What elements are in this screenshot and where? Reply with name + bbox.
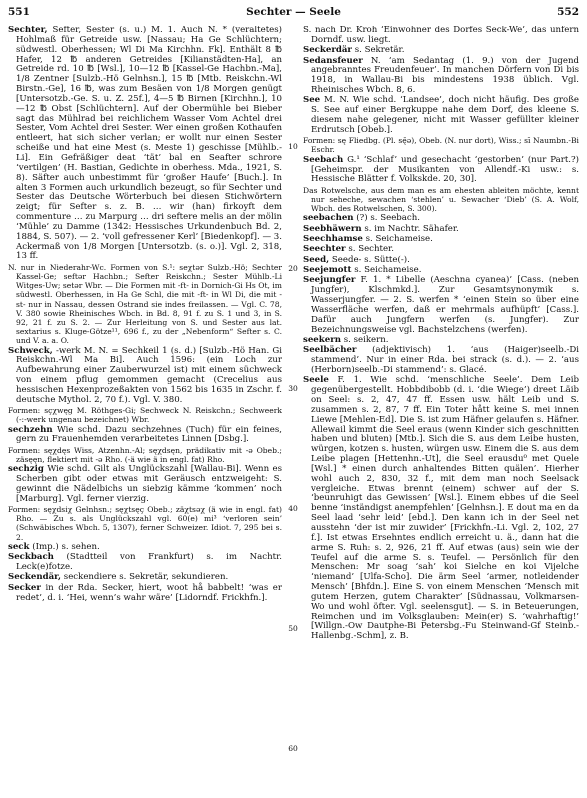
line-number: 60 [288, 744, 298, 753]
entry-text: M. N. Wie schd. ‘Landsee’, doch nicht häufig. Des große S. See auf einer Bergkuppe nahe dem Dorf, des kleene S. diesem nahe gelegener, nicht mit Wasser gefüllter kleiner Erdrutsch [Obeb.]. [311, 95, 579, 135]
line-number-gutter [284, 26, 302, 796]
entry-text: F. 1. Wie schd. ‘menschliche Seele’. Dem Leib gegenübergestellt. Hobbdibobb (d. i. ‘die Wiege’) dreet Läib on Seel: s. 2, 47, 47 ff. Essen usw. hält Leib und S. zusammen s. 2, 87, 7 ff. Ein Toter hått keine S. mei innen Liewe [Mehlen-Ed]. Die S. ist zum Häfner gelaufen s. Häfner. Allewail kimmt die Seel eraus (wenn Kinder sich geschnitten haben und bluten) [Mtb.]. Sich die S. aus dem Leibe husten, würgen, kotzen s. husten, würgen usw. Einem die S. aus dem Leibe plagen [Hettenhn.-Ut], die Seel erausdu⁰ met Quele [Wsl.] * einen durch anhaltendes Bitten quälen’. Hierher wohl auch 2, 830, 32 f., mit dem man noch Seelsack vergleiche. Etwas brennt (einem) schwer auf der S. ‘beunruhigt das Gewissen’ [Wsl.]. Einem ebbes uf die Seel benne ‘inständigst anempfehlen’ [Gelnhsn.]. E dout ma en da Seel laad ‘sehr leid’ [ebd.]. Den kann ich in der Seel net ausstehn ‘der ist mir zuwider’ [Frickhfn.-Li. Vgl. 2, 102, 27 f.]. Ist etwas Ersehntes endlich erreicht u. ä., dann hat die arme S. Ruh: s. 2, 926, 21 ff. Auf etwas (aus) sein wie der Teufel auf die arme S. s. Teufel. — Persönlich für den Menschen: Mr soag ‘sah’ koi Sielche en koi Vijelche ‘niemand’ [Ulfa-Scho]. Die ärm Seel ‘armer, notleidender Mensch’ [Bhfdn.]. Eine S. von einem Menschen ‘Mensch mit gutem Herzen, gutem Charakter’ [Südnassau, Volkmarsen-Wo und wohl öfter. Vgl. seelensgut]. — S. in Beteuerungen, Reimchen und im Volksglauben: Mein(er) S. ‘wahrhaftig!’ [Willgn.-Ow Dautphe-Bi Petersbg.-Fu Steinwand-Gf Steinb.-Hallenbg.-Schm], z. B. [311, 375, 579, 642]
headword: Sedansfeuer [303, 55, 363, 66]
dictionary-entry [303, 57, 579, 96]
headword: Seckbach [8, 552, 54, 563]
headword: See [303, 95, 321, 106]
headword: Secker [8, 582, 41, 593]
entry-text: s. Seichameise. [365, 234, 433, 245]
headword: sechzig [8, 464, 44, 475]
page-header [8, 6, 579, 20]
headword: seekern [303, 334, 341, 345]
entry-text: (Stadtteil von Frankfurt) s. im Nachtr. Leck(e)fotze. [16, 552, 282, 573]
headword: Schweck, [8, 345, 53, 356]
entry-text: Wie schd. Gilt als Unglückszahl [Wallau-Bi]. Wenn es Scherben gibt oder etwas mit Geräusch entzweigeht: S. gewinnt die Nädelbichs un siebzig kämme ‘kommen’ noch [Marburg]. Vgl. ferner vierzig. [16, 464, 282, 504]
line-number: 20 [288, 264, 298, 273]
entry-text: (adjektivisch) 1. ‘aus (Haiger)seelb.-Di stammend’. Nur in einer Rda. bei strack (s. d.). — 2. ‘aus (Herborn)seelb.-Di stammend’: s. Glacé. [311, 345, 579, 375]
headword: Seejemott [303, 265, 352, 276]
entry-text: F. 1. * Libelle (Aeschna cyanea)’ [Cass. (neben Jungfer), Klschmkd.]. Zur Gesamtsynonymik s. Wasserjungfer. — 2. S. werfen * ‘einen Stein so über eine Wasserfläche werfen, daß er mehrmals aufhüpft’ [Cass.]. Dafür auch Jungfern werfen (s. Jungfer). Zur Bezeichnungsweise vgl. Bachstelzchens (werfen). [311, 275, 579, 335]
page-number-left: 551 [8, 6, 30, 18]
dictionary-entry [8, 553, 282, 573]
dictionary-entry [8, 26, 282, 262]
entry-text: in der Rda. Secker, hiert, woot hå babbelt! ‘was er redet’, d. i. ‘Hei, wenn’s wahr wäre’ [Lidorndf. Frickhfn.]. [16, 582, 282, 603]
form-note: Das Rotwelsche, aus dem man es am ehesten ableiten möchte, kennt nur seheche, sewachen ‘stehlen’ u. Sewacher ‘Dieb’ (S. A. Wolf, Wbch. des Rotwelschen, S. 300). [303, 185, 579, 214]
page-number-right: 552 [557, 6, 579, 18]
headword: seebachen [303, 213, 354, 224]
headword: Seebach [303, 154, 344, 165]
entry-text: s. seikern. [343, 334, 389, 345]
dictionary-entry [8, 465, 282, 504]
headword: Seele [303, 375, 329, 386]
headword: sechzehn [8, 424, 53, 435]
headword: Seebhäwern [303, 223, 362, 234]
entry-text: N. ‘am Sedantag (1. 9.) von der Jugend angebranntes Freudenfeuer’. In manchen Dörfern von Di bis 1918, in Wallau-Bi bis mindestens 1938 üblich. Vgl. Rheinisches Wbch. 8, 6. [311, 55, 579, 96]
form-note: Formen: sęχdsiχ Gelnhsn.; sęχtsęç Obeb.; zäχtsəχ (ä wie in engl. fat) Rho. — Zu s. als Unglückszahl vgl. 60(e) mi³ ‘verloren sein’ (Schwäbisches Wbch. 5, 1307), ferner Schweizer. Idiot. 7, 295 bei s. 2. [8, 505, 282, 542]
dictionary-entry [303, 156, 579, 186]
form-note: Formen: sę Fliedbg. (Pl. sę̄ə), Obeb. (N. nur dort), Wiss.; sī Naumbn.-Bi Eschr. [303, 136, 579, 155]
left-column [8, 26, 282, 794]
dictionary-entry [303, 376, 579, 642]
headword: Seelbächer [303, 345, 357, 356]
entry-text: -werk M. N. = Sechkeil 1 (s. d.) [Sulzb.-Hö Han. Gi Reiskchn.-Wl Ma Bi]. Auch 1596: (ein Loch zur Aufbewahrung einer Zauberwurzel ist) mit einem süchweck von einem pflug gemommen gemacht (Crecelius aus hessischen Hexenprozeßakten von 1562 bis 1635 in Zschr. f. deutsche Mythol. 2, 70 f.). Vgl. V. 380. [16, 345, 282, 405]
form-note: Formen: sçχwęg M. Röthges-Gi; Sechweck N. Reiskchn.; Sechweerk (-:-werk ungenau bezeichnet) Wbr. [8, 406, 282, 425]
headword: seck [8, 541, 30, 552]
headword: Seejungfer [303, 275, 356, 286]
dictionary-entry [8, 347, 282, 406]
entry-text: G.¹ ‘Schlaf’ und gesechacht ‘gestorben’ (nur Part.?) [Geheimspr. der Musikanten von Allendf.-Ki usw.: s. Hessische Blätter f. Volkskde. 20, 30]. [311, 154, 579, 185]
headword: Seechhamse [303, 234, 363, 245]
continuation-text: S. nach Dr. Kroh ‘Einwohner des Dorfes Seck-We’, das unfern Dorndf. usw. liegt. [303, 26, 579, 45]
headword: Seed, [303, 254, 330, 265]
dictionary-entry [8, 584, 282, 604]
entry-text: seckendiere s. Sekretär, sekundieren. [63, 572, 229, 583]
line-number: 30 [288, 384, 298, 393]
right-column [303, 26, 579, 794]
entry-text: (Imp.) s. sehen. [32, 541, 100, 552]
headword: Seckerdär [303, 45, 352, 56]
entry-text: s. im Nachtr. Sähafer. [364, 223, 459, 234]
entry-text: s. Seichameise. [354, 265, 422, 276]
entry-text: (?) s. Seebach. [356, 213, 420, 224]
line-number: 40 [288, 504, 298, 513]
entry-text: Seede- s. Sütte(-). [331, 254, 410, 265]
entry-text: Sefter, Sester (s. u.) M. 1. Auch N. * (veraltetes) Hohlmaß für Getreide usw. [Nassau; Ha Ge Schlüchtern; südwestl. Oberhessen; Wl Di Ma Kirchhn. Fk]. Enthält 8 ℔ Hafer, 12 ℔ anderen Getreides [Kilianstädten-Ha], an Getreide rd. 10 ℔ [Wsl.], 10—12 ℔ [Kassel-Ge Hachbn.-Ma], 1/8 Zentner [Sulzb.-Hö Gelnhsn.], 15 ℔ [Mtb. Reiskchn.-Wl Birstn.-Ge], 16 ℔, was zum Besäen von 1/8 Morgen genügt [Untersotzb.-Ge. S. u. Z. 25f.], 4—5 ℔ Birnen [Kirchhn.], 10—12 ℔ Obst [Schlüchtern]. Auf der Obermühle bei Bieber sagt das Mühlrad bei reichlichem Wasser Vom Achtel drei Sester, Vom Achtel drei Sester. Wer einen großen Kothaufen entleert, hat sich sicher verlan; er wollt nur einen Sester scheiße und hat eine Mest (s. Meste 1) geschisse [Mühlb.-Li]. Ein Gefräßiger deat ‘tät’ bal en Seafter schrore ‘vertilgen’ (H. Bastian, Gedichte in oberhess. Mda., 1921, S. 8). Säfter auch unbestimmt für ‘großer Haufe’ [Buch.]. In alten 3 Formen auch urkundlich bezeugt, so für Sechter und Sester das Deutsche Wörterbuch bei diesen Stichwörtern zeigt; für Sefter s. z. B. … wir (han) firkoyft dem commenture … zu Marpurg … dri seftere melis an der mölin ‘Mühle’ zu Damme (1342: Hessisches Urkundenbuch Bd. 2, 1884, S. 507). — 2. ‘voll gefressener Kerl’ [Biedenkopf]. — 3. Ackermaß von 1/8 Morgen [Untersotzb. (s. o.)]. Vgl. 2, 318, 13 ff. [16, 26, 282, 262]
headword: Seechter [303, 244, 346, 255]
line-number: 10 [288, 142, 298, 151]
running-title: Sechter — Seele [246, 6, 341, 18]
line-number: 50 [288, 624, 298, 633]
form-note: N. nur in Niederahr-Wc. Formen von S.¹: seχtər Sulzb.-Hö; Sechter Kassel-Ge; seftər Hachbn.; Sefter Reiskchn.; Sester Mühlb.-Li Witges-Uw; setər Wbr. — Die Formen mit -ft- in Dornich-Gi Hs Ot, im südwestl. Oberhessen, in Ha Ge Schl, die mit -ft- in Wl Di, die mit -st- nur in Nassau, dessen Ostrand sie indes freilassen. — Vgl. C. 78, V. 380 sowie Rheinisches Wbch. in Bd. 8, 91 f. zu S. 1 und 3, in S. 92, 21 f. zu S. 2. — Zur Herleitung von S. und Sester aus lat. sextarius s. Kluge-Götze¹¹, 696 f., zu der „Nebenform“ Sefter s. C. und V. a. a. O. [8, 262, 282, 346]
dictionary-entry [8, 426, 282, 446]
entry-text: s. Sekretär. [354, 45, 405, 56]
dictionary-entry [303, 346, 579, 376]
entry-text: s. Sechter. [348, 244, 394, 255]
dictionary-entry [303, 96, 579, 135]
headword: Seckendär, [8, 572, 62, 583]
headword: Sechter, [8, 26, 48, 35]
entry-text: Wie schd. Dazu sechzehnes (Tuch) für ein feines, gern zu Frauenhemden verarbeitetes Linnen [Dsbg.]. [16, 424, 282, 445]
form-note: Formen: sęχdęs Wiss, Atzenhn.-Al; sęχdsęn, prädikativ mit -ə Obeb.; zäsęęn, flektiert mit -ə Rho. (-ä wie ä in engl. fat) Rho. [8, 445, 282, 464]
dictionary-entry [303, 276, 579, 335]
